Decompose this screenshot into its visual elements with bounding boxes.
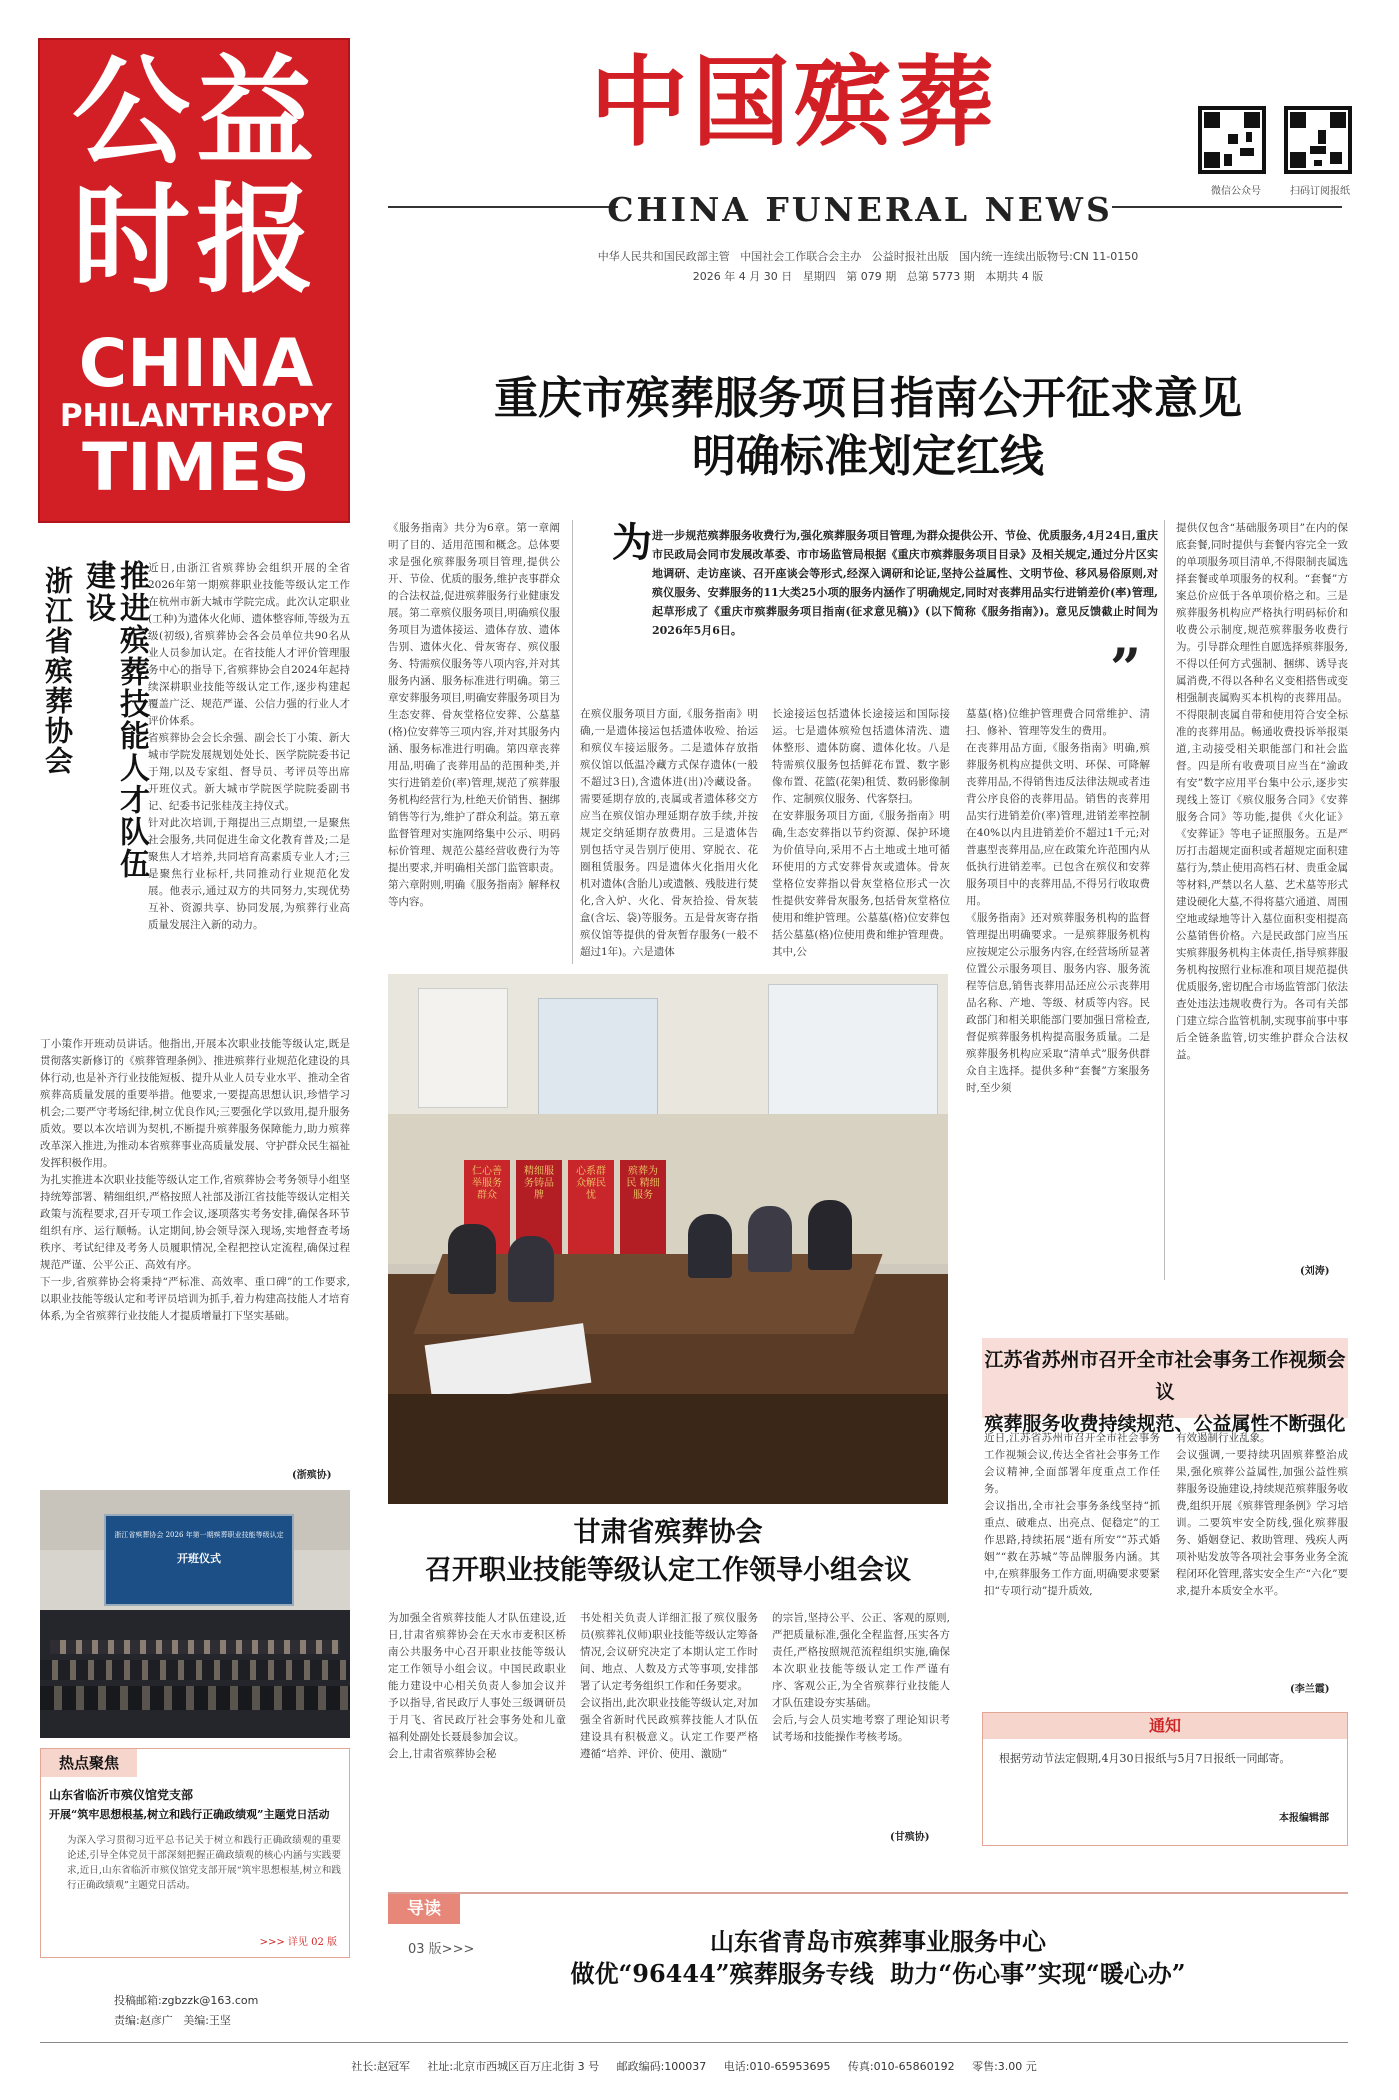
logo-line-1: 公益 <box>71 42 320 181</box>
guide-headline-1: 山东省青岛市殡葬事业服务中心 <box>710 1927 1046 1956</box>
gansu-col-3: 的宗旨,坚持公平、公正、客观的原则,严把质量标准,强化全程监督,压实各方责任,严格按照规范流程组织实施,确保本次职业技能等级认定工作严谨有序、客观公正,为全省殡葬行业技能人才队伍建设夯实基础。 会后,与会人员实地考察了理论知识考试考场和技能操作考核考场。 <box>772 1612 950 1743</box>
gansu-headline <box>388 1514 948 1590</box>
ceremony-banner-1: 浙江省殡葬协会 2026 年第一期殡葬职业技能等级认定 <box>114 1531 284 1539</box>
main-byline: (刘涛) <box>1300 1266 1330 1277</box>
gansu-meeting-photo <box>388 974 948 1504</box>
guide-page: 03 版>>> <box>408 1942 475 1957</box>
issue-line: 2026 年 4 月 30 日 星期四 第 079 期 总第 5773 期 本期共 4 版 <box>692 270 1044 283</box>
logo-en-1: CHINA <box>78 325 314 402</box>
qr-label-wechat: 微信公众号 <box>1211 186 1261 197</box>
pennant-3: 心系群众解民忧 <box>568 1160 614 1260</box>
philanthropy-times-logo <box>38 38 350 523</box>
suzhou-headline-line-2: 殡葬服务收费持续规范、公益属性不断强化 <box>984 1413 1346 1435</box>
suzhou-byline: (李兰霞) <box>1290 1684 1330 1695</box>
training-ceremony-photo <box>40 1490 350 1738</box>
qr-label-subscribe: 扫码订阅报纸 <box>1290 186 1350 197</box>
left-body-bottom: 丁小策作开班动员讲话。他指出,开展本次职业技能等级认定,既是贯彻落实新修订的《殡葬管理条例》、推进殡葬行业规范化建设的具体行动,也是补齐行业技能短板、提升从业人员专业水平、推动全省殡葬高质量发展的重要举措。他要求,一要提高思想认识,珍惜学习机会;二要严守考场纪律,树立优良作风;三要强化学以致用,提升服务质效。要以本次培训为契机,不断提升殡葬服务保障能力,助力殡葬改革深入推进,为推动本省殡葬事业高质量发展、守护群众民生福祉发挥积极作用。 为扎实推进本次职业技能等级认定工作,省殡葬协会考务领导小组坚持统筹部署、精细组织,严格按照人社部及浙江省技能等级认定相关政策与流程要求,召开专项工作会议,逐项落实考务安排,确保各环节组织有序、运行顺畅。认定期间,协会领导深入现场,实地督查考场秩序、考试纪律及考务人员履职情况,全程把控认定流程,确保过程规范严谨、公平公正、高效有序。 下一步,省殡葬协会将秉持“严标准、高效率、重口碑”的工作要求,以职业技能等级认定和考评员培训为抓手,着力构建高技能人才培育体系,为全省殡葬行业技能人才提质增量打下坚实基础。 <box>40 1038 350 1322</box>
newspaper-title-en: CHINA FUNERAL NEWS <box>607 190 1113 229</box>
guide-headline <box>408 1926 1348 1990</box>
main-headline-line-2: 明确标准划定红线 <box>692 431 1044 482</box>
suzhou-headline-box <box>982 1338 1348 1435</box>
main-col-e: 提供仅包含“基础服务项目”在内的保底套餐,同时提供与套餐内容完全一致的单项服务项目清单,不得限制丧属选择套餐或单项服务的权利。“套餐”方案总价应低于各单项价格之和。三是殡葬服务机构应严格执行明码标价和收费公示制度,规范殡葬服务收费行为。引导群众理性自愿选择殡葬服务,不得以任何方式强制、捆绑、诱导丧属消费,不得以各种名义变相搭售或变相强制丧属购买本机构的丧葬用品。不得限制丧属自带和使用符合安全标准的丧葬用品。畅通收费投诉举报渠道,主动接受相关职能部门和社会监督。四是所有收费项目应当在“渝政有安”数字应用平台集中公示,逐步实现线上签订《殡仪服务合同》《安葬服务合同》等功能,提供《火化证》《安葬证》等电子证照服务。五是严厉打击超规定面积或者超规定面积建墓行为,禁止使用高档石材、贵重金属等材料,严禁以名人墓、艺术墓等形式建设硬化大墓,不得将墓穴通道、周围空地或绿地等计入墓位面积变相提高公墓销售价格。六是民政部门应当压实殡葬服务机构主体责任,指导殡葬服务机构按照行业标准和项目规范提供优质服务,密切配合市场监管部门依法查处违法违规收费行为。各司有关部门建立综合监管机制,实现事前事中事后全链条监管,切实维护群众合法权益。 <box>1176 522 1348 1061</box>
left-headline-line-2: 浙江省殡葬协会 <box>41 566 74 776</box>
left-headline-line-1: 推进殡葬技能人才队伍建设 <box>80 560 149 880</box>
gansu-byline: (甘殡协) <box>890 1832 930 1843</box>
logo-en-2: PHILANTHROPY <box>59 398 333 434</box>
left-body-top: 近日,由浙江省殡葬协会组织开展的全省2026年第一期殡葬职业技能等级认定工作在杭州市新大城市学院完成。此次认定职业(工种)为遗体火化师、遗体整容师,等级为五级(初级),省殡葬协会各会员单位共90名从业人员参加认定。在省技能人才评价管理服务中心的指导下,省殡葬协会自2024年起持续深耕职业技能等级认定工作,逐步构建起覆盖广泛、规范严谨、公信力强的行业人才评价体系。 省殡葬协会会长余强、副会长丁小策、新大城市学院发展规划处处长、医学院院委书记于翔,以及专家组、督导员、考评员等出席开班仪式。新大城市学院医学院院委副书记、纪委书记张桂茂主持仪式。 针对此次培训,于翔提出三点期望,一是聚焦社会服务,共同促进生命文化教育普及;二是聚焦人才培养,共同培育高素质专业人才;三是聚焦行业标杆,共同推动行业规范化发展。他表示,通过双方的共同努力,实现优势互补、资源共享、协同发展,为殡葬行业高质量发展注入新的动力。 <box>148 562 350 931</box>
hot-topics-title-1: 山东省临沂市殡仪馆党支部 <box>49 1788 194 1802</box>
main-headline <box>388 370 1348 486</box>
guide-box[interactable] <box>388 1892 1348 1994</box>
gansu-headline-line-1: 甘肃省殡葬协会 <box>573 1517 763 1548</box>
gansu-headline-line-2: 召开职业技能等级认定工作领导小组会议 <box>425 1555 911 1586</box>
main-col-c: 长途接运包括遗体长途接运和国际接运。七是遗体殡殓包括遗体清洗、遗体整形、遗体防腐、遗体化妆。八是特需殡仪服务包括鲜花布置、数字影像布置、花篮(花架)租赁、数码影像制作、定制殡仪服务、代客祭扫。 在安葬服务项目方面,《服务指南》明确,生态安葬指以节约资源、保护环境为价值导向,采用不占土地或土地可循环使用的方式安葬骨灰或遗体。骨灰堂格位安葬指以骨灰堂格位形式一次性提供安葬骨灰服务,包括骨灰堂格位使用和维护管理。公墓墓(格)位安葬包括公墓墓(格)位使用费和维护管理费。其中,公 <box>772 708 950 958</box>
main-col-d: 墓墓(格)位维护管理费合同常维护、清扫、修补、管理等发生的费用。 在丧葬用品方面,《服务指南》明确,殡葬服务机构应提供文明、环保、可降解丧葬用品,不得销售违反法律法规或者违背公序良俗的丧葬用品。销售的丧葬用品实行进销差价(率)管理,进销差率控制在40%以内且进销差价不超过1千元;对普惠型丧葬用品,应在政策允许范围内从低执行进销差率。已包含在殡仪和安葬服务项目中的丧葬用品,不得另行收取费用。 《服务指南》还对殡葬服务机构的监督管理提出明确要求。一是殡葬服务机构应按规定公示服务内容,在经营场所显著位置公示服务项目、服务内容、服务流程等信息,销售丧葬用品还应公示丧葬用品名称、产地、等级、材质等内容。民政部门和相关职能部门要加强日常检查,督促殡葬服务机构提高服务质量。二是殡葬服务机构应采取“清单式”服务供群众自主选择。提供多种“套餐”方案服务时,至少须 <box>966 708 1150 1094</box>
gansu-col-2: 书处相关负责人详细汇报了殡仪服务员(殡葬礼仪师)职业技能等级认定筹备情况,会议研究决定了本期认定工作时间、地点、人数及方式等事项,安排部署了认定考务组织工作和任务要求。 会议指出,此次职业技能等级认定,对加强全省新时代民政殡葬技能人才队伍建设具有积极意义。认定工作要严格遵循“培养、评价、使用、激励” <box>580 1612 758 1760</box>
suzhou-col-1: 近日,江苏省苏州市召开全市社会事务工作视频会议,传达全省社会事务工作会议精神,全面部署年度重点工作任务。 会议指出,全市社会事务条线坚持“抓重点、破难点、出亮点、促稳定”的工作思路,持续拓展“逝有所安”“苏式婚姻”“救在苏城”等品牌服务内涵。其中,在殡葬服务工作方面,明确要求要紧扣“专项行动”提升质效, <box>984 1432 1160 1597</box>
guide-label: 导读 <box>388 1894 460 1924</box>
publisher-line: 中华人民共和国民政部主管 中国社会工作联合会主办 公益时报社出版 国内统一连续出版物号:CN 11-0150 <box>597 250 1139 263</box>
hot-topics-title <box>49 1785 345 1825</box>
guide-headline-2: 做优“96444”殡葬服务专线 助力“伤心事”实现“暖心办” <box>570 1959 1186 1988</box>
hot-topics-body: 为深入学习贯彻习近平总书记关于树立和践行正确政绩观的重要论述,引导全体党员干部深刻把握正确政绩观的核心内涵与实践要求,近日,山东省临沂市殡仪馆党支部开展“筑牢思想根基,树立和践行正确政绩观”主题党日活动。 <box>67 1835 341 1891</box>
pennant-2: 精细服务铸品牌 <box>516 1160 562 1260</box>
logo-line-2: 时报 <box>71 170 320 309</box>
lead-text: 进一步规范殡葬服务收费行为,强化殡葬服务项目管理,为群众提供公开、节俭、优质服务,4月24日,重庆市民政局会同市发展改革委、市市场监管局根据《重庆市殡葬服务项目目录》及相关规定,通过分片区实地调研、走访座谈、召开座谈会等形式,经深入调研和论证,坚持公益属性、文明节俭、移风易俗原则,对殡仪服务、安葬服务的11大类25小项的服务内涵作了明确规定,同时对丧葬用品实行进销差价(率)管理,起草形成了《重庆市殡葬服务项目指南(征求意见稿)》(以下简称《服务指南》)。意见反馈截止时间为2026年5月6日。 <box>652 529 1158 637</box>
subscribe-qr-code <box>1284 106 1352 174</box>
gansu-col-1: 为加强全省殡葬技能人才队伍建设,近日,甘肃省殡葬协会在天水市麦积区桥南公共服务中心召开职业技能等级认定工作领导小组会议。中国民政职业能力建设中心相关负责人参加会议并予以指导,省民政厅人事处三级调研员于月飞、省民政厅社会事务处和儿童福利处副处长聂晨参加会议。 会上,甘肃省殡葬协会秘 <box>388 1612 566 1760</box>
suzhou-col-2: 有效遏制行业乱象。 会议强调,一要持续巩固殡葬整治成果,强化殡葬公益属性,加强公益性殡葬服务设施建设,持续规范殡葬服务收费,组织开展《殡葬管理条例》学习培训。二要筑牢安全防线,强化殡葬服务、婚姻登记、救助管理、残疾人两项补贴发放等各项社会事务业务全流程闭环化管理,落实安全生产“六化”要求,提升本质安全水平。 <box>1176 1432 1348 1597</box>
pennant-4: 殡葬为民 精细服务 <box>620 1160 666 1260</box>
notice-body: 根据劳动节法定假期,4月30日报纸与5月7日报纸一同邮寄。 <box>999 1752 1291 1765</box>
left-byline: (浙殡协) <box>292 1470 332 1481</box>
contact-editors: 责编:赵彦广 美编:王坚 <box>114 2014 231 2027</box>
lead-dropcap: 为 <box>612 519 652 566</box>
footer-info: 社长:赵冠军 社址:北京市西城区百万庄北街 3 号 邮政编码:100037 电话:010-65953695 传真:010-65860192 零售:3.00 元 <box>351 2060 1037 2073</box>
logo-en-3: TIMES <box>82 429 310 506</box>
quote-mark-icon: ” <box>1110 636 1142 700</box>
notice-sign: 本报编辑部 <box>1279 1813 1329 1824</box>
main-headline-line-1: 重庆市殡葬服务项目指南公开征求意见 <box>494 373 1242 424</box>
notice-title: 通知 <box>983 1713 1347 1739</box>
pennant-1: 仁心善举服务群众 <box>464 1160 510 1260</box>
newspaper-title: 中国殡葬 <box>590 45 999 160</box>
hot-topics-header: 热点聚焦 <box>41 1749 137 1777</box>
main-col-b: 在殡仪服务项目方面,《服务指南》明确,一是遗体接运包括遗体收殓、抬运和殡仪车接运服务。二是遗体存放指殡仪馆以低温冷藏方式保存遗体(一般不超过3日),含遗体进(出)冷藏设备。需要延期存放的,丧属或者遗体移交方应当在殡仪馆办理延期存放手续,并按规定交纳延期存放费用。三是遗体告别包括守灵告别厅使用、穿脱衣、花圈租赁服务。四是遗体火化指用火化机对遗体(含胎儿)或遗骸、残肢进行焚化,含入炉、火化、骨灰拾捡、骨灰装盒(含坛、袋)等服务。五是骨灰寄存指殡仪馆等提供的骨灰暂存服务(一般不超过1年)。六是遗体 <box>580 708 758 958</box>
wechat-qr-code <box>1198 106 1266 174</box>
hot-topics-box[interactable] <box>40 1748 350 1958</box>
contact-email: 投稿邮箱:zgbzzk@163.com <box>114 1994 259 2007</box>
suzhou-headline-line-1: 江苏省苏州市召开全市社会事务工作视频会议 <box>984 1349 1346 1403</box>
hot-topics-more-link[interactable]: >>> 详见 02 版 <box>259 1937 337 1948</box>
notice-box <box>982 1712 1348 1846</box>
ceremony-banner-2: 开班仪式 <box>177 1552 221 1565</box>
left-headline <box>40 560 149 900</box>
main-col-a: 《服务指南》共分为6章。第一章阐明了目的、适用范围和概念。总体要求是强化殡葬服务项目管理,提供公开、节俭、优质的服务,维护丧事群众的合法权益,促进殡葬服务行业健康发展。第二章殡仪服务项目,明确殡仪服务项目为遗体接运、遗体存放、遗体告别、遗体火化、骨灰寄存、殡仪服务、特需殡仪服务等八项内容,并对其服务内涵、服务标准进行明确。第三章安葬服务项目,明确安葬服务项目为生态安葬、骨灰堂格位安葬、公墓墓(格)位安葬等三项内容,并对其服务内涵、服务标准进行明确。第四章丧葬用品,明确了丧葬用品的范围种类,并实行进销差价(率)管理,规范了殡葬服务机构经营行为,杜绝天价销售、捆绑销售等行为,维护了群众利益。第五章监督管理对实施网络集中公示、明码标价管理、规范公墓经营收费行为等提出要求,并明确相关部门监管职责。第六章附则,明确《服务指南》解释权等内容。 <box>388 522 560 908</box>
hot-topics-title-2: 开展“筑牢思想根基,树立和践行正确政绩观”主题党日活动 <box>49 1808 330 1821</box>
